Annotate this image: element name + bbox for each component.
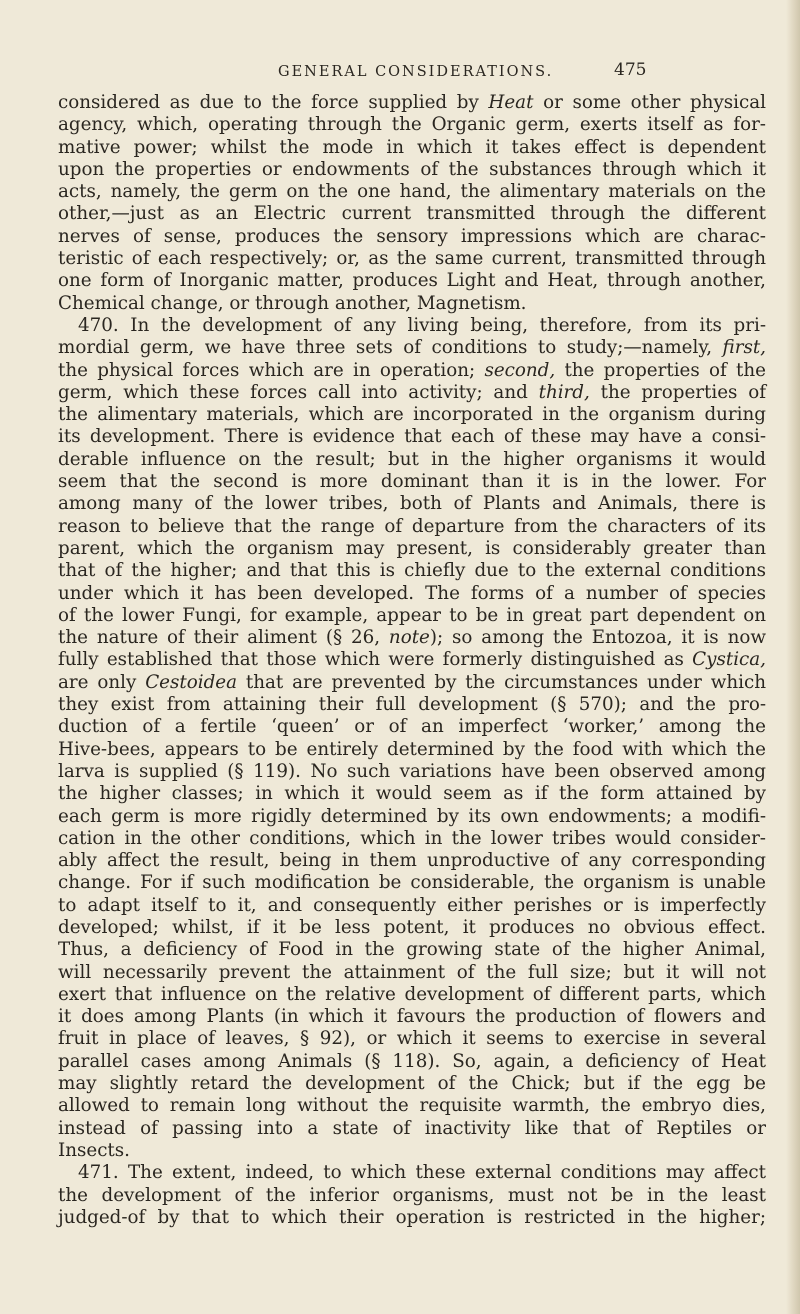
text-line: change. For if such modification be considerable, the organism is unable (58, 872, 766, 894)
text-line: larva is supplied (§ 119). No such variations have been observed among (58, 760, 766, 782)
text-line: mordial germ, we have three sets of conditions to study;—namely, first, (58, 337, 766, 359)
text-line: 470. In the development of any living being, therefore, from its pri- (78, 314, 766, 336)
text-line: 471. The extent, indeed, to which these external conditions may affect (78, 1162, 766, 1184)
text-line: its development. There is evidence that each of these may have a consi- (58, 426, 766, 448)
text-line: the development of the inferior organisms, must not be in the least (58, 1184, 766, 1206)
text-line: the alimentary materials, which are incorporated in the organism during (58, 404, 766, 426)
text-line: are only Cestoidea that are prevented by the circumstances under which (58, 671, 766, 693)
text-line: mative power; whilst the mode in which it takes effect is dependent (58, 136, 766, 158)
text-line: cation in the other conditions, which in the lower tribes would consider- (58, 827, 766, 849)
text-line: considered as due to the force supplied by Heat or some other physical (58, 92, 766, 113)
text-line: under which it has been developed. The forms of a number of species (58, 582, 766, 604)
text-line: germ, which these forces call into activity; and third, the properties of (58, 381, 766, 403)
text-line: it does among Plants (in which it favours the production of flowers and (58, 1006, 766, 1028)
text-line: upon the properties or endowments of the substances through which it (58, 158, 766, 180)
text-line: fruit in place of leaves, § 92), or which it seems to exercise in several (58, 1028, 766, 1050)
text-line: they exist from attaining their full development (§ 570); and the pro- (58, 694, 766, 716)
text-line: duction of a fertile ‘queen’ or of an imperfect ‘worker,’ among the (58, 716, 766, 738)
text-line: exert that influence on the relative development of different parts, which (58, 983, 766, 1005)
text-line: of the lower Fungi, for example, appear to be in great part dependent on (58, 604, 766, 626)
running-title: GENERAL CONSIDERATIONS. (278, 64, 554, 80)
text-line: Thus, a deficiency of Food in the growing state of the higher Animal, (58, 939, 766, 961)
text-line: one form of Inorganic matter, produces Light and Heat, through another, (58, 270, 766, 292)
text-line: Chemical change, or through another, Magnetism. (58, 292, 527, 314)
text-line: teristic of each respectively; or, as the same current, transmitted through (58, 248, 766, 270)
text-line: fully established that those which were formerly distinguished as Cystica, (58, 649, 766, 671)
text-line: among many of the lower tribes, both of Plants and Animals, there is (58, 493, 766, 515)
text-line: derable influence on the result; but in the higher organisms it would (58, 448, 766, 470)
text-line: parent, which the organism may present, is considerably greater than (58, 537, 766, 559)
text-line: each germ is more rigidly determined by its own endowments; a modifi- (58, 805, 766, 827)
text-line: other,—just as an Electric current transmitted through the different (58, 203, 766, 225)
text-line: seem that the second is more dominant than it is in the lower. For (58, 471, 766, 493)
text-line: acts, namely, the germ on the one hand, the alimentary materials on the (58, 181, 766, 203)
text-line: will necessarily prevent the attainment of the full size; but it will not (58, 961, 766, 983)
text-line: the physical forces which are in operation; second, the properties of the (58, 359, 766, 381)
text-line: Hive-bees, appears to be entirely determined by the food with which the (58, 738, 766, 760)
text-line: to adapt itself to it, and consequently either perishes or is imperfectly (58, 894, 766, 916)
text-line: instead of passing into a state of inactivity like that of Reptiles or (58, 1117, 766, 1139)
text-line: parallel cases among Animals (§ 118). So, again, a deficiency of Heat (58, 1050, 766, 1072)
body-text (58, 92, 766, 1229)
text-line: allowed to remain long without the requisite warmth, the embryo dies, (58, 1095, 766, 1117)
text-line: that of the higher; and that this is chiefly due to the external conditions (58, 560, 766, 582)
text-line: agency, which, operating through the Organic germ, exerts itself as for- (58, 114, 766, 136)
text-line: nerves of sense, produces the sensory impressions which are charac- (58, 225, 766, 247)
text-line: judged-of by that to which their operation is restricted in the higher; (58, 1206, 766, 1228)
text-line: developed; whilst, if it be less potent, it produces no obvious effect. (58, 916, 766, 938)
text-line: ably affect the result, being in them unproductive of any corresponding (58, 850, 766, 872)
text-line: the higher classes; in which it would seem as if the form attained by (58, 783, 766, 805)
text-line: may slightly retard the development of the Chick; but if the egg be (58, 1073, 766, 1095)
running-head (0, 58, 800, 82)
text-line: the nature of their aliment (§ 26, note); so among the Entozoa, it is now (58, 627, 766, 649)
text-line: Insects. (58, 1139, 130, 1161)
page-number: 475 (614, 60, 647, 80)
text-line: reason to believe that the range of departure from the characters of its (58, 515, 766, 537)
page-edge-shadow (786, 0, 800, 1314)
